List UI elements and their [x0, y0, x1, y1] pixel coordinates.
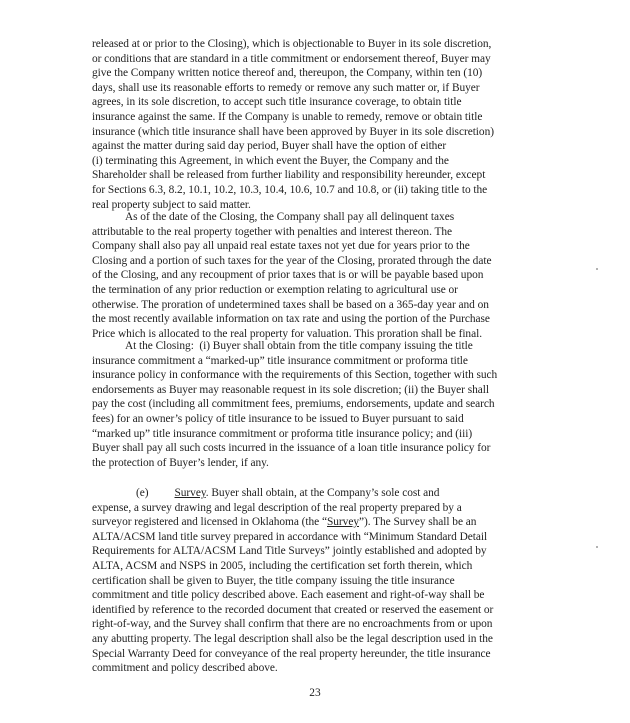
paragraph-delinquent-taxes [92, 210, 516, 341]
text-line: against the matter during said day period, Buyer shall have the option of either [92, 140, 447, 153]
scan-speck [596, 546, 598, 548]
text-line: of the Closing, and any recoupment of prior taxes that is or will be payable based upon [92, 269, 484, 282]
text-line: identified by reference to the recorded document that created or reserved the easement or [92, 603, 494, 616]
scan-speck [596, 268, 598, 270]
text-line: As of the date of the Closing, the Company shall pay all delinquent taxes [92, 211, 455, 223]
text-line: real property subject to said matter. [92, 198, 251, 211]
text-line: any abutting property. The legal description shall also be the legal description used in the [92, 632, 493, 645]
text-line: released at or prior to the Closing), which is objectionable to Buyer in its sole discretion, [92, 38, 492, 50]
text-line: ALTA, ACSM and NSPS in 2005, including the certification set forth therein, which [92, 559, 473, 572]
text-line: “marked up” title insurance commitment or proforma title insurance policy; and (iii) [92, 427, 473, 440]
text-line: insurance against the same. If the Company is unable to remedy, remove or obtain title [92, 110, 483, 123]
text-fragment: ”). The Survey shall be an [358, 516, 477, 529]
text-line: insurance (which title insurance shall have been approved by Buyer in its sole discretion) [92, 125, 494, 138]
text-line: expense, a survey drawing and legal description of the real property prepared by a [92, 501, 462, 514]
text-line: the termination of any prior reduction or exemption relating to agricultural use or [92, 283, 458, 296]
text-line: insurance commitment a “marked-up” title insurance commitment or proforma title [92, 354, 468, 367]
text-line [92, 515, 516, 530]
text-line: At the Closing: (i) Buyer shall obtain from the title company issuing the title [92, 340, 473, 352]
text-line: Company shall also pay all unpaid real estate taxes not yet due for years prior to the [92, 240, 470, 253]
text-line: right-of-way, and the Survey shall confirm that there are no encroachments from or upon [92, 618, 493, 631]
text-line [92, 486, 516, 501]
text-line: pay the cost (including all commitment fees, premiums, endorsements, update and search [92, 398, 495, 411]
text-line: Closing and a portion of such taxes for the year of the Closing, prorated through the date [92, 254, 492, 267]
text-line: endorsements as Buyer may reasonable request in its sole discretion; (ii) the Buyer shall [92, 383, 489, 396]
text-line: attributable to the real property together with penalties and interest thereon. The [92, 225, 453, 238]
text-line: give the Company written notice thereof and, thereupon, the Company, within ten (10) [92, 67, 483, 80]
text-line: days, shall use its reasonable efforts to remedy or remove any such matter or, if Buyer [92, 81, 480, 94]
text-line: Special Warranty Deed for conveyance of the real property hereunder, the title insurance [92, 647, 491, 660]
text-line: fees) for an owner’s policy of title insurance to be issued to Buyer pursuant to said [92, 412, 464, 425]
section-marker: (e) [136, 487, 149, 499]
text-fragment: surveyor registered and licensed in Oklahoma (the “ [92, 516, 327, 529]
text-fragment: . Buyer shall obtain, at the Company’s sole cost and [205, 487, 440, 499]
text-line: Buyer shall pay all such costs incurred in the issuance of a loan title insurance policy for [92, 442, 491, 455]
section-heading: Survey [174, 487, 206, 499]
text-line: Price which is allocated to the real property for valuation. This proration shall be final. [92, 327, 482, 340]
text-line: otherwise. The proration of undetermined taxes shall be based on a 365-day year and on [92, 298, 489, 311]
paragraph-survey [92, 486, 516, 676]
text-line: Shareholder shall be released from further liability and responsibility hereunder, except [92, 169, 486, 182]
text-line: the most recently available information on tax rate and using the portion of the Purchase [92, 313, 490, 326]
text-line: insurance policy in conformance with the requirements of this Section, together with such [92, 369, 498, 382]
text-line: agrees, in its sole discretion, to accept such title insurance coverage, to obtain title [92, 96, 462, 109]
text-line: Requirements for ALTA/ACSM Land Title Surveys” jointly established and adopted by [92, 545, 487, 558]
text-line: (i) terminating this Agreement, in which event the Buyer, the Company and the [92, 154, 449, 167]
text-line: commitment and title policy described above. Each easement and right-of-way shall be [92, 589, 485, 602]
page-number: 23 [309, 687, 321, 699]
paragraph-at-the-closing [92, 339, 516, 470]
paragraph-title-commitment [92, 37, 516, 212]
text-line: or conditions that are standard in a title commitment or endorsement thereof, Buyer may [92, 52, 491, 65]
text-line: certification shall be given to Buyer, the title company issuing the title insurance [92, 574, 455, 587]
text-line: the protection of Buyer’s lender, if any. [92, 456, 269, 469]
text-line: commitment and policy described above. [92, 662, 278, 675]
defined-term: Survey [327, 516, 359, 529]
text-line: ALTA/ACSM land title survey prepared in accordance with “Minimum Standard Detail [92, 530, 488, 543]
text-line: for Sections 6.3, 8.2, 10.1, 10.2, 10.3, 10.4, 10.6, 10.7 and 10.8, or (ii) taking title to the [92, 183, 488, 196]
